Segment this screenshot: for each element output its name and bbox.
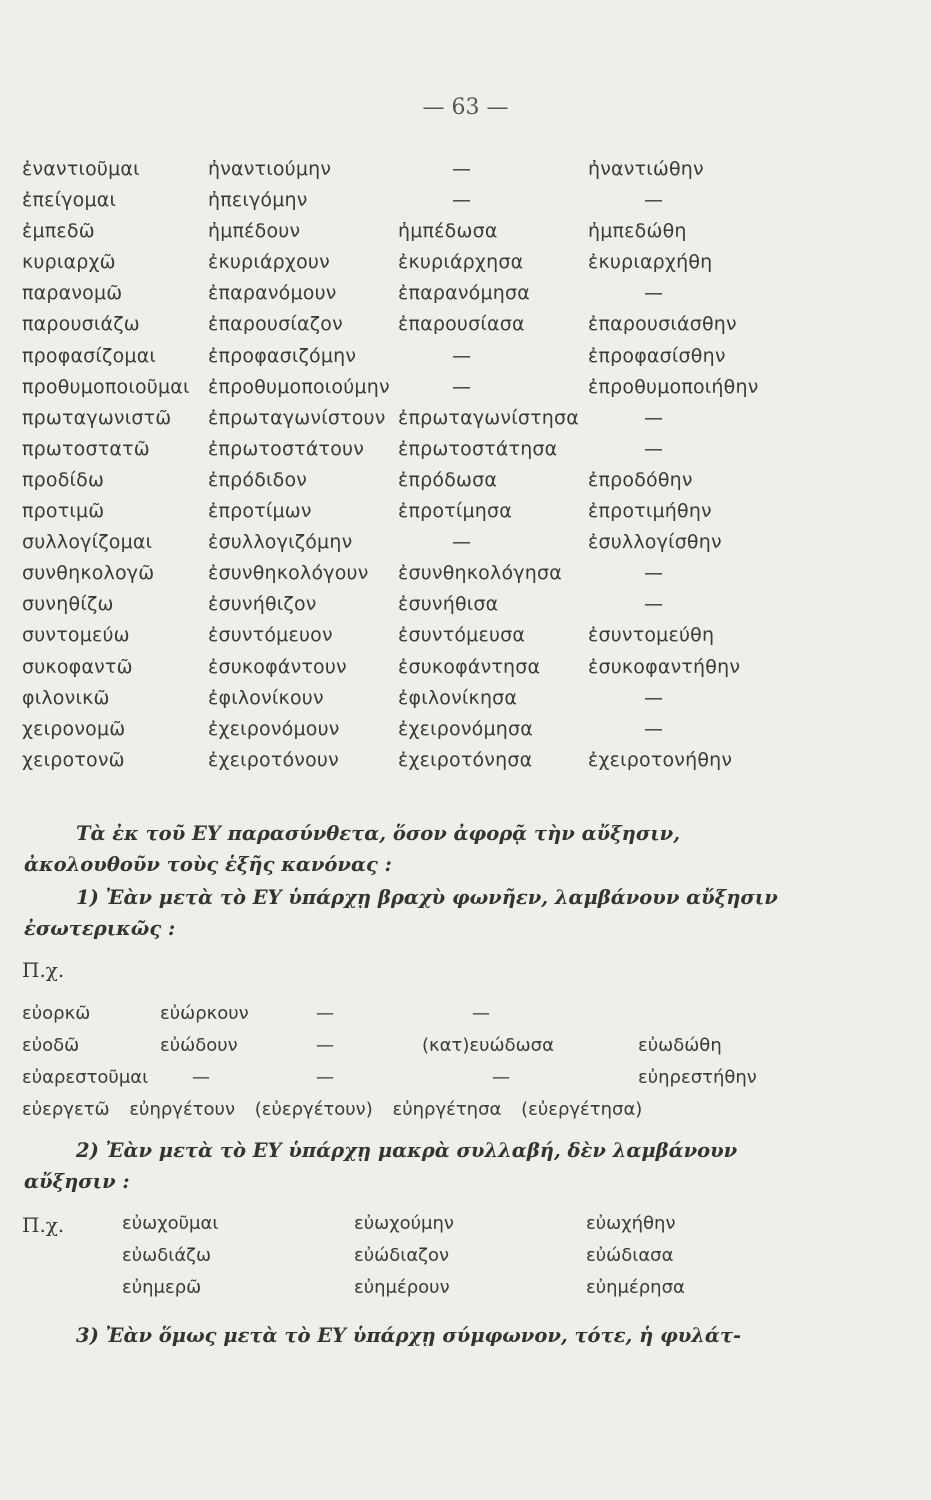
verb-row	[22, 500, 922, 531]
example-form: εὐωχοῦμαι	[122, 1213, 219, 1234]
verb-form: ἐσυνθηκολόγουν	[208, 562, 369, 585]
verb-form: συκοφαντῶ	[22, 655, 133, 678]
verb-form: ἐχειρονόμησα	[398, 717, 533, 740]
verb-form: ἐσυκοφάντησα	[398, 655, 541, 678]
example-form: —	[316, 1035, 334, 1056]
example-row	[122, 1213, 902, 1245]
verb-form: ἐσυντομεύθη	[588, 624, 715, 647]
verb-form: —	[452, 158, 472, 180]
verb-form: ἐσυνήθισα	[398, 593, 499, 616]
example-form: —	[316, 1003, 334, 1024]
example-form: —	[492, 1067, 510, 1088]
verb-form: προφασίζομαι	[22, 344, 157, 367]
verb-row	[22, 656, 922, 687]
example-row	[22, 1067, 922, 1099]
example-form: εὐώδιαζον	[354, 1245, 450, 1266]
verb-form: φιλονικῶ	[22, 686, 110, 709]
verb-form: ἐσυκοφάντουν	[208, 655, 347, 678]
verb-form: ἐπροτιμήθην	[588, 500, 712, 523]
verb-form: συλλογίζομαι	[22, 531, 153, 554]
verb-row	[22, 407, 922, 438]
verb-form: —	[644, 282, 664, 305]
verb-form: χειρονομῶ	[22, 717, 126, 740]
verb-form: ἐσυνθηκολόγησα	[398, 562, 562, 585]
verb-form: ἠπειγόμην	[208, 189, 308, 212]
verb-form: ἐπρωταγωνίστησα	[398, 406, 579, 429]
example-form: εὐορκῶ	[22, 1003, 91, 1024]
example-form: —	[472, 1003, 490, 1024]
verb-form: ἐσυλλογίσθην	[588, 531, 722, 554]
verb-form: ἐπροφασίσθην	[588, 344, 726, 367]
verb-form: ἐναντιοῦμαι	[22, 158, 140, 180]
verb-form: ἐσυντόμευον	[208, 624, 333, 647]
example-form: εὐηρεστήθην	[638, 1067, 757, 1088]
verb-form: —	[644, 189, 664, 212]
verb-form: ἐπαρουσίαζον	[208, 313, 343, 336]
verb-form: ἠμπέδουν	[208, 220, 301, 243]
rule-2-examples	[122, 1213, 902, 1309]
verb-form: —	[644, 437, 664, 460]
example-form: εὐωχούμην	[354, 1213, 454, 1234]
verb-form: —	[644, 717, 664, 740]
verb-row	[22, 624, 922, 655]
verb-row	[22, 313, 922, 344]
example-row	[22, 1003, 922, 1035]
verb-form: ἐκυριάρχουν	[208, 251, 330, 274]
example-form: —	[316, 1067, 334, 1088]
page-number: — 63 —	[422, 95, 509, 120]
example-label: Π.χ.	[22, 958, 65, 982]
verb-form: ἐπαρουσίασα	[398, 313, 525, 336]
verb-row	[22, 220, 922, 251]
verb-form: ἐπρωτοστάτησα	[398, 437, 558, 460]
verb-form: ἐπροτίμων	[208, 500, 312, 523]
example-label: Π.χ.	[22, 1213, 65, 1237]
verb-row	[22, 282, 922, 313]
verb-row	[22, 718, 922, 749]
verb-row	[22, 593, 922, 624]
verb-form: ἐπροτίμησα	[398, 500, 512, 523]
example-form: εὐώρκουν	[160, 1003, 249, 1024]
verb-form: —	[452, 189, 472, 212]
verb-form: ἐπροθυμοποιήθην	[588, 375, 759, 398]
rule-1-paragraph: 1) Ἐὰν μετὰ τὸ ΕΥ ὑπάρχῃ βραχὺ φωνῆεν, λαμβάνουν αὔξησιν ἐσωτερικῶς :	[24, 886, 778, 940]
verb-form: ἐμπεδῶ	[22, 220, 95, 243]
verb-form: χειροτονῶ	[22, 748, 125, 771]
example-form: —	[192, 1067, 210, 1088]
example-form: εὐημερῶ	[122, 1277, 202, 1298]
verb-row	[22, 531, 922, 562]
verb-form: —	[644, 686, 664, 709]
verb-form: ἐπρόδωσα	[398, 468, 498, 491]
verb-form: ἐσυλλογιζόμην	[208, 531, 353, 554]
verb-form: ἠναντιώθην	[588, 158, 704, 180]
verb-form: ἐπρωτοστάτουν	[208, 437, 365, 460]
verb-form: ἐπαρανόμουν	[208, 282, 337, 305]
verb-form: —	[644, 593, 664, 616]
verb-form: —	[452, 531, 472, 554]
verb-row	[22, 749, 922, 780]
verb-row	[22, 158, 922, 189]
verb-form: ἐπροθυμοποιούμην	[208, 375, 390, 398]
example-form: εὐωχήθην	[586, 1213, 676, 1234]
verb-form: προθυμοποιοῦμαι	[22, 375, 190, 398]
verb-row	[22, 376, 922, 407]
verb-form: ἐπείγομαι	[22, 189, 117, 212]
verb-row	[22, 345, 922, 376]
example-form: εὐαρεστοῦμαι	[22, 1067, 149, 1088]
verb-row	[22, 469, 922, 500]
verb-table	[22, 158, 922, 780]
verb-form: ἐκυριαρχήθη	[588, 251, 713, 274]
verb-form: πρωταγωνιστῶ	[22, 406, 172, 429]
verb-form: ἐπρωταγωνίστουν	[208, 406, 386, 429]
example-row	[22, 1099, 922, 1131]
example-form: εὐημέρουν	[354, 1277, 450, 1298]
verb-form: παρανομῶ	[22, 282, 123, 305]
example-row	[22, 1035, 922, 1067]
example-form: εὐώδουν	[160, 1035, 238, 1056]
verb-row	[22, 687, 922, 718]
verb-form: πρωτοστατῶ	[22, 437, 150, 460]
example-row	[122, 1245, 902, 1277]
verb-form: ἐπαρανόμησα	[398, 282, 530, 305]
rule-1-examples	[22, 1003, 922, 1131]
verb-row	[22, 562, 922, 593]
verb-row	[22, 438, 922, 469]
verb-form: ἐφιλονίκουν	[208, 686, 324, 709]
verb-form: ἐπρόδιδον	[208, 468, 308, 491]
rule-intro-paragraph: Τὰ ἐκ τοῦ ΕΥ παρασύνθετα, ὅσον ἀφορᾷ τὴν αὔξησιν, ἀκολουθοῦν τοὺς ἑξῆς κανόνας :	[24, 822, 680, 876]
verb-form: ἐφιλονίκησα	[398, 686, 518, 709]
example-form: εὐωδώθη	[638, 1035, 722, 1056]
verb-form: —	[452, 344, 472, 367]
verb-form: συνηθίζω	[22, 593, 114, 616]
verb-form: κυριαρχῶ	[22, 251, 116, 274]
verb-form: προτιμῶ	[22, 500, 105, 523]
verb-form: —	[452, 375, 472, 398]
verb-form: συνθηκολογῶ	[22, 562, 155, 585]
rule-2-paragraph: 2) Ἐὰν μετὰ τὸ ΕΥ ὑπάρχῃ μακρὰ συλλαβή, δὲν λαμβάνουν αὔξησιν :	[24, 1139, 738, 1193]
verb-form: ἐχειρονόμουν	[208, 717, 340, 740]
example-form: εὐημέρησα	[586, 1277, 685, 1298]
verb-form: ἐχειροτονήθην	[588, 748, 733, 771]
verb-form: συντομεύω	[22, 624, 130, 647]
verb-form: ἐσυντόμευσα	[398, 624, 526, 647]
verb-form: ἐπροδόθην	[588, 468, 693, 491]
example-form: εὐώδιασα	[586, 1245, 674, 1266]
verb-form: ἐσυκοφαντήθην	[588, 655, 741, 678]
example-line: εὐεργετῶ εὐηργέτουν (εὐεργέτουν) εὐηργέτησα (εὐεργέτησα)	[22, 1099, 643, 1120]
verb-form: ἠμπέδωσα	[398, 220, 498, 243]
verb-form: ἐπροφασιζόμην	[208, 344, 357, 367]
verb-form: ἐπαρουσιάσθην	[588, 313, 737, 336]
verb-form: ἠναντιούμην	[208, 158, 332, 180]
example-form: εὐοδῶ	[22, 1035, 80, 1056]
rule-3-paragraph: 3) Ἐὰν ὅμως μετὰ τὸ ΕΥ ὑπάρχῃ σύμφωνον, τότε, ἡ φυλάτ-	[76, 1324, 742, 1347]
verb-form: προδίδω	[22, 468, 105, 491]
example-form: (κατ)ευώδωσα	[422, 1035, 554, 1056]
verb-form: παρουσιάζω	[22, 313, 140, 336]
verb-row	[22, 189, 922, 220]
verb-row	[22, 251, 922, 282]
verb-form: —	[644, 562, 664, 585]
example-row	[122, 1277, 902, 1309]
verb-form: ἐχειροτόνουν	[208, 748, 339, 771]
verb-form: ἠμπεδώθη	[588, 220, 687, 243]
verb-form: —	[644, 406, 664, 429]
verb-form: ἐσυνήθιζον	[208, 593, 317, 616]
example-form: εὐωδιάζω	[122, 1245, 212, 1266]
verb-form: ἐκυριάρχησα	[398, 251, 524, 274]
verb-form: ἐχειροτόνησα	[398, 748, 533, 771]
